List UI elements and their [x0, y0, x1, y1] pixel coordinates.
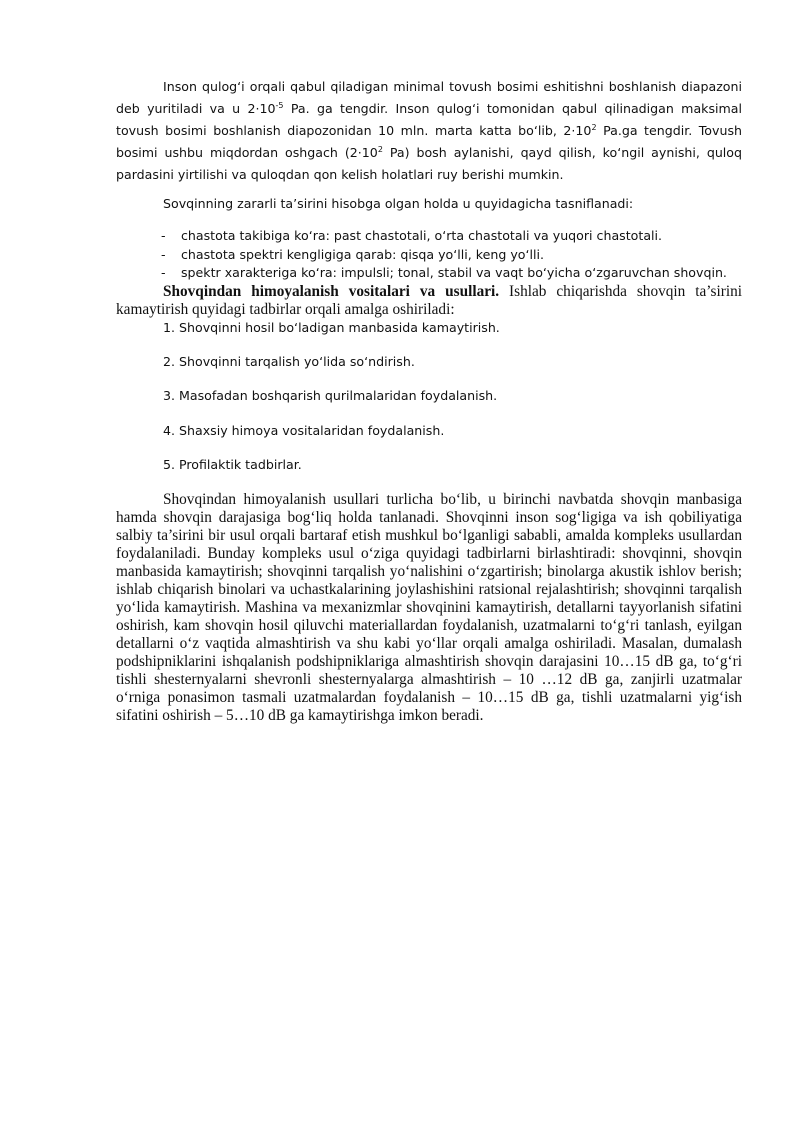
- list-dash: -: [161, 228, 166, 243]
- measure-item-1: 1. Shovqinni hosil bo‘ladigan manbasida kamaytirish.: [163, 320, 500, 335]
- list-item: [161, 246, 751, 265]
- paragraph-protection-methods: Shovqindan himoyalanish usullari turlicha bo‘lib, u birinchi navbatda shovqin manbasiga hamda shovqin darajasiga bog‘liq holda tanlanadi. Shovqinni inson sog‘ligiga va ish qobiliyatiga salbiy ta’sirini bir usul orqali bartaraf etish mushkul bo‘lganligi sababli, amalda kompleks usullardan foydalaniladi. Bunday kompleks usul o‘ziga quyidagi tadbirlarni birlashtiradi: shovqinni, shovqin manbasida kamaytirish; shovqinni tarqalish yo‘nalishini o‘zgartirish; binolarga akustik ishlov berish; ishlab chiqarish binolari va uchastkalarining joylashishini ratsional rejalashtirish; shovqinni tarqalish yo‘lida kamaytirish. Mashina va mexanizmlar shovqinini kamaytirish, detallarni tayyorlanish sifatini oshirish, kam shovqin hosil qiluvchi materiallardan foydalanish, uzatmalarni to‘g‘ri tanlash, eyilgan detallarni o‘z vaqtida almashtirish va shu kabi yo‘llar orqali amalga oshiriladi. Masalan, dumalash podshipniklarini ishqalanish podshipniklariga almashtirish shovqin darajasini 10…15 dB ga, to‘g‘ri tishli shesternyalarni shevronli shesternyalarga almashtirish – 10 …12 dB ga, zanjirli uzatmalar o‘rniga ponasimon tasmali uzatmalardan foydalanish – 10…15 dB ga, tishli uzatmalarni yig‘ish sifatini oshirish – 5…10 dB ga kamaytirishga imkon beradi.: [116, 491, 742, 724]
- list-item: [161, 264, 751, 283]
- measure-item-5: 5. Profilaktik tadbirlar.: [163, 457, 302, 472]
- list-item: [161, 227, 751, 246]
- list-dash: -: [161, 265, 166, 280]
- list-item-text: spektr xarakteriga ko‘ra: impulsli; tonal, stabil va vaqt bo‘yicha o‘zgaruvchan shovqin.: [181, 265, 727, 280]
- p3-text: Ishlab chiqarishda shovqin ta’sirini kamaytirish quyidagi tadbirlar orqali amalga oshiriladi:: [116, 283, 742, 318]
- p1-text-c: Pa.ga tengdir. Tovush bosimi ushbu miqdordan oshgach (2·10: [116, 123, 742, 160]
- p1-text-d: Pa) bosh aylanishi, qayd qilish, ko‘ngil aynishi, quloq pardasini yirtilishi va quloqdan qon kelish holatlari ruy berishi mumkin.: [116, 145, 743, 182]
- section-heading: Shovqindan himoyalanish vositalari va usullari.: [163, 283, 500, 300]
- measure-item-4: 4. Shaxsiy himoya vositalaridan foydalanish.: [163, 423, 445, 438]
- p1-sup-1: -5: [275, 100, 284, 110]
- paragraph-sound-pressure: [116, 76, 742, 186]
- measure-item-3: 3. Masofadan boshqarish qurilmalaridan foydalanish.: [163, 388, 498, 403]
- p1-sup-2: 2: [591, 122, 597, 132]
- measure-item-2: 2. Shovqinni tarqalish yo‘lida so‘ndirish.: [163, 354, 415, 369]
- p1-text-a: Inson qulog‘i orqali qabul qiladigan minimal tovush bosimi eshitishni boshlanish diapazoni deb yuritiladi va u 2·10: [116, 79, 742, 116]
- classification-list: [161, 227, 751, 283]
- p1-text-b: Pa. ga tengdir. Inson qulog‘i tomonidan qabul qilinadigan maksimal tovush bosimi boshlanish diapozonidan 10 mln. marta katta bo‘lib, 2·10: [116, 101, 743, 138]
- list-dash: -: [161, 246, 166, 262]
- paragraph-classification-intro: Sovqinning zararli ta’sirini hisobga olgan holda u quyidagicha tasniflanadi:: [163, 196, 634, 211]
- list-item-text: chastota spektri kengligiga qarab: qisqa yo‘lli, keng yo‘lli.: [181, 246, 544, 262]
- paragraph-protection-heading: [116, 283, 742, 319]
- p1-sup-3: 2: [377, 144, 383, 154]
- list-item-text: chastota takibiga ko‘ra: past chastotali, o‘rta chastotali va yuqori chastotali.: [181, 228, 663, 243]
